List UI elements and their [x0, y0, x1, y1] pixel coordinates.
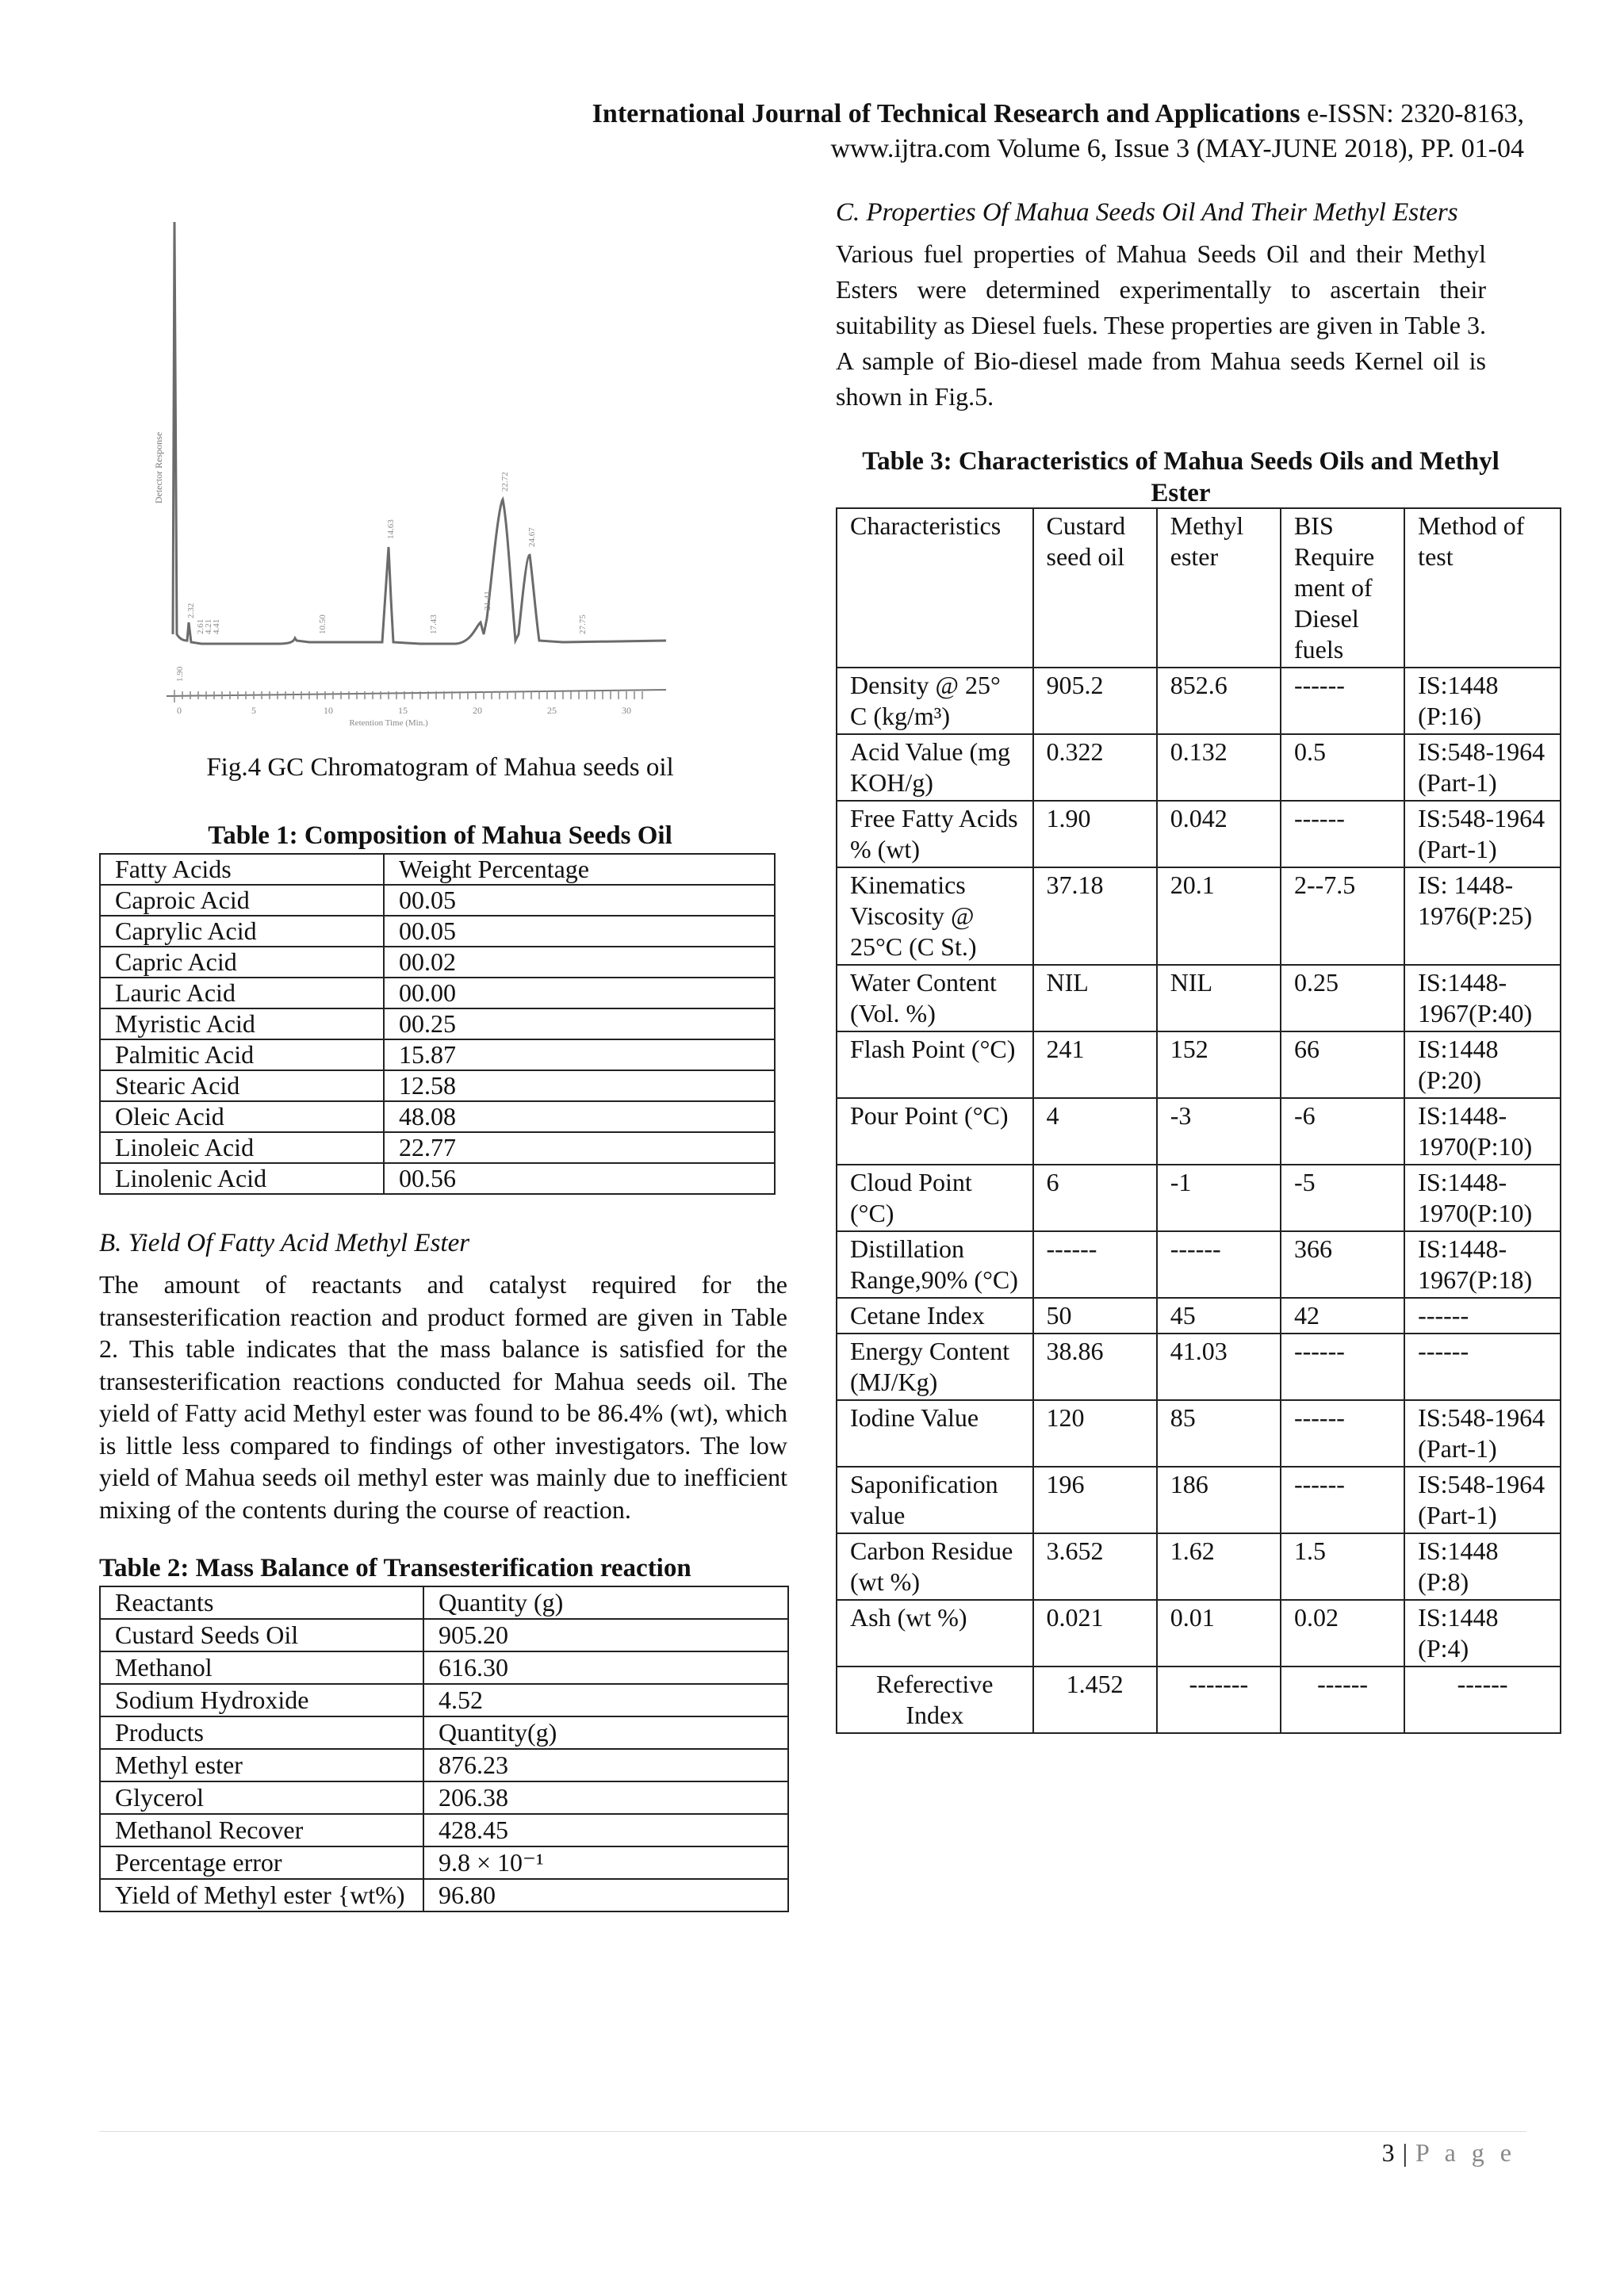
table-header-cell: BIS Require ment of Diesel fuels — [1281, 508, 1404, 668]
table-cell: IS:548-1964 (Part-1) — [1404, 1467, 1561, 1533]
x-tick-label: 15 — [398, 705, 408, 716]
table-cell: Methyl ester — [100, 1749, 423, 1781]
table-row — [100, 1684, 788, 1716]
table-row — [837, 801, 1561, 867]
table-row — [100, 1716, 788, 1749]
table-cell: IS:1448-1967(P:18) — [1404, 1231, 1561, 1298]
table-cell: 12.58 — [384, 1070, 775, 1101]
table-cell: Oleic Acid — [100, 1101, 384, 1132]
table-cell: 41.03 — [1157, 1334, 1281, 1400]
table-cell: 905.2 — [1033, 668, 1157, 734]
chromatogram-x-tick-labels — [177, 705, 631, 716]
chromatogram-xlabel: Retention Time (Min.) — [349, 718, 428, 728]
table-row — [100, 1070, 775, 1101]
table-cell: Linoleic Acid — [100, 1132, 384, 1163]
table-cell: 186 — [1157, 1467, 1281, 1533]
table-row — [837, 734, 1561, 801]
table-cell: 616.30 — [423, 1651, 788, 1684]
table-cell: 2--7.5 — [1281, 867, 1404, 965]
table-cell: 0.042 — [1157, 801, 1281, 867]
table-header-cell: Fatty Acids — [100, 854, 384, 885]
table-cell: 241 — [1033, 1031, 1157, 1098]
table-cell: IS:1448-1967(P:40) — [1404, 965, 1561, 1031]
table-cell: 1.452 — [1033, 1667, 1157, 1733]
peak-label: 22.72 — [500, 472, 510, 492]
table-cell: Kinematics Viscosity @ 25°C (C St.) — [837, 867, 1033, 965]
table-cell: Iodine Value — [837, 1400, 1033, 1467]
table-cell: 120 — [1033, 1400, 1157, 1467]
x-tick-label: 0 — [177, 705, 182, 716]
table-row — [837, 965, 1561, 1031]
table-cell: 428.45 — [423, 1814, 788, 1846]
table-cell: IS:548-1964 (Part-1) — [1404, 734, 1561, 801]
table-cell: ------ — [1281, 1467, 1404, 1533]
table-row — [100, 978, 775, 1008]
footer-separator: | — [1395, 2138, 1415, 2167]
table-cell: Free Fatty Acids % (wt) — [837, 801, 1033, 867]
table-cell: 905.20 — [423, 1619, 788, 1651]
table-cell: Referective Index — [837, 1667, 1033, 1733]
table-cell: ------ — [1404, 1298, 1561, 1334]
table-row — [100, 1879, 788, 1911]
table-cell: 1.5 — [1281, 1533, 1404, 1600]
table-cell: ------ — [1281, 1334, 1404, 1400]
table-row — [100, 1101, 775, 1132]
page-number: 3 — [1381, 2138, 1396, 2167]
peak-label: 2.61 — [196, 618, 205, 634]
table-cell: Saponification value — [837, 1467, 1033, 1533]
page-word: P a g e — [1415, 2138, 1516, 2167]
table-cell: IS:548-1964 (Part-1) — [1404, 801, 1561, 867]
table-cell: 00.25 — [384, 1008, 775, 1039]
table-cell: 206.38 — [423, 1781, 788, 1814]
table-row — [100, 1619, 788, 1651]
table-row — [100, 1781, 788, 1814]
table-cell: Quantity(g) — [423, 1716, 788, 1749]
table-cell: 152 — [1157, 1031, 1281, 1098]
table-row — [100, 916, 775, 947]
x-tick-label: 30 — [622, 705, 631, 716]
table-cell: -1 — [1157, 1165, 1281, 1231]
table-cell: Methanol Recover — [100, 1814, 423, 1846]
table-cell: Carbon Residue (wt %) — [837, 1533, 1033, 1600]
chromatogram-ylabel: Detector Response — [153, 431, 164, 504]
figure-caption: Fig.4 GC Chromatogram of Mahua seeds oil — [206, 753, 674, 782]
table-cell: Capric Acid — [100, 947, 384, 978]
table-cell: 50 — [1033, 1298, 1157, 1334]
table-cell: 22.77 — [384, 1132, 775, 1163]
journal-name: International Journal of Technical Research and Applications — [592, 99, 1300, 128]
peak-label: 2.32 — [186, 603, 196, 618]
table-cell: Sodium Hydroxide — [100, 1684, 423, 1716]
table-cell: Density @ 25° C (kg/m³) — [837, 668, 1033, 734]
table-header-cell: Characteristics — [837, 508, 1033, 668]
table-cell: 42 — [1281, 1298, 1404, 1334]
table-row — [100, 1039, 775, 1070]
section-c-paragraph: Various fuel properties of Mahua Seeds Oil and their Methyl Esters were determined experimentally to ascertain their suitability as Diesel fuels. These properties are given in Table 3. A sample of Bio-diesel made from Mahua seeds Kernel oil is shown in Fig.5. — [836, 239, 1486, 411]
table-cell: -3 — [1157, 1098, 1281, 1165]
table1-title: Table 1: Composition of Mahua Seeds Oil — [208, 821, 672, 850]
table-header-cell: Method of test — [1404, 508, 1561, 668]
table-cell: Glycerol — [100, 1781, 423, 1814]
section-b-heading: B. Yield Of Fatty Acid Methyl Ester — [99, 1229, 470, 1257]
table-row — [837, 867, 1561, 965]
table-row — [837, 1667, 1561, 1733]
table-row — [837, 1031, 1561, 1098]
table-cell: 96.80 — [423, 1879, 788, 1911]
table-cell: 45 — [1157, 1298, 1281, 1334]
peak-label: 24.67 — [527, 527, 537, 547]
table-row — [837, 1600, 1561, 1667]
table-row — [100, 1008, 775, 1039]
peak-label: 10.50 — [318, 614, 327, 634]
table-row — [837, 1400, 1561, 1467]
table-row — [100, 947, 775, 978]
table-cell: Pour Point (°C) — [837, 1098, 1033, 1165]
table-cell: Water Content (Vol. %) — [837, 965, 1033, 1031]
table-cell: -5 — [1281, 1165, 1404, 1231]
peak-label: 1.90 — [175, 666, 185, 682]
table-cell: 0.02 — [1281, 1600, 1404, 1667]
table-cell: Custard Seeds Oil — [100, 1619, 423, 1651]
table-cell: Cloud Point (°C) — [837, 1165, 1033, 1231]
table-cell: Energy Content (MJ/Kg) — [837, 1334, 1033, 1400]
table-cell: 0.322 — [1033, 734, 1157, 801]
table-header-row — [100, 854, 775, 885]
table-cell: 37.18 — [1033, 867, 1157, 965]
table-cell: 48.08 — [384, 1101, 775, 1132]
table-cell: -6 — [1281, 1098, 1404, 1165]
table-cell: ------ — [1281, 668, 1404, 734]
table-row — [100, 1749, 788, 1781]
table-cell: Yield of Methyl ester {wt%) — [100, 1879, 423, 1911]
peak-label: 27.75 — [578, 614, 588, 634]
table-row — [100, 1814, 788, 1846]
x-tick-label: 20 — [473, 705, 482, 716]
table2-title: Table 2: Mass Balance of Transesterification reaction — [99, 1554, 691, 1582]
journal-issn: e-ISSN: 2320-8163, — [1300, 99, 1524, 128]
table-cell: IS:1448 (P:16) — [1404, 668, 1561, 734]
table-cell: IS:548-1964 (Part-1) — [1404, 1400, 1561, 1467]
table-cell: 4 — [1033, 1098, 1157, 1165]
table-row — [837, 1298, 1561, 1334]
journal-volume-line: www.ijtra.com Volume 6, Issue 3 (MAY-JUNE 2018), PP. 01-04 — [830, 134, 1524, 163]
table-row — [100, 1586, 788, 1619]
table-cell: Reactants — [100, 1586, 423, 1619]
table-cell: 852.6 — [1157, 668, 1281, 734]
table-cell: 9.8 × 10⁻¹ — [423, 1846, 788, 1879]
table-row — [837, 1334, 1561, 1400]
table-cell: Palmitic Acid — [100, 1039, 384, 1070]
table-cell: IS:1448 (P:4) — [1404, 1600, 1561, 1667]
table-cell: ------ — [1281, 1667, 1404, 1733]
table-row — [100, 1163, 775, 1194]
table-cell: 85 — [1157, 1400, 1281, 1467]
table-cell: 366 — [1281, 1231, 1404, 1298]
table-row — [837, 1533, 1561, 1600]
table-row — [837, 668, 1561, 734]
table-cell: Cetane Index — [837, 1298, 1033, 1334]
footer-divider — [99, 2131, 1526, 2132]
table-cell: Stearic Acid — [100, 1070, 384, 1101]
chromatogram-trace — [173, 222, 666, 644]
table-cell: IS: 1448-1976(P:25) — [1404, 867, 1561, 965]
chromatogram-x-axis — [167, 690, 666, 696]
table-cell: 0.132 — [1157, 734, 1281, 801]
table-cell: 0.021 — [1033, 1600, 1157, 1667]
table-row — [837, 1098, 1561, 1165]
peak-label: 4.21 — [204, 618, 213, 634]
table-cell: NIL — [1033, 965, 1157, 1031]
chromatogram-plot — [151, 206, 690, 729]
table-row — [837, 1231, 1561, 1298]
table-cell: ------ — [1404, 1334, 1561, 1400]
table-cell: 00.00 — [384, 978, 775, 1008]
table-cell: Lauric Acid — [100, 978, 384, 1008]
x-tick-label: 25 — [547, 705, 557, 716]
table-row — [100, 1651, 788, 1684]
x-tick-label: 10 — [324, 705, 333, 716]
section-c-heading: C. Properties Of Mahua Seeds Oil And Their Methyl Esters — [836, 198, 1458, 227]
table-cell: Percentage error — [100, 1846, 423, 1879]
table-cell: 0.25 — [1281, 965, 1404, 1031]
table-cell: 15.87 — [384, 1039, 775, 1070]
table-cell: ------- — [1157, 1667, 1281, 1733]
peak-label: 4.41 — [212, 618, 221, 634]
table-cell: Quantity (g) — [423, 1586, 788, 1619]
table-cell: ------ — [1404, 1667, 1561, 1733]
table-cell: 00.05 — [384, 885, 775, 916]
table-cell: Products — [100, 1716, 423, 1749]
table-cell: IS:1448-1970(P:10) — [1404, 1165, 1561, 1231]
table-cell: 0.01 — [1157, 1600, 1281, 1667]
table-cell: 00.02 — [384, 947, 775, 978]
table-cell: Methanol — [100, 1651, 423, 1684]
table-cell: Acid Value (mg KOH/g) — [837, 734, 1033, 801]
table-row — [837, 1467, 1561, 1533]
table-cell: 00.05 — [384, 916, 775, 947]
x-tick-label: 5 — [251, 705, 256, 716]
table-row — [100, 1846, 788, 1879]
journal-header — [592, 97, 1524, 166]
table-cell: 876.23 — [423, 1749, 788, 1781]
table-row — [100, 885, 775, 916]
table-cell: 196 — [1033, 1467, 1157, 1533]
figure-gc-chromatogram — [151, 206, 690, 729]
peak-label: 17.43 — [429, 614, 439, 634]
table-cell: 66 — [1281, 1031, 1404, 1098]
table-cell: 3.652 — [1033, 1533, 1157, 1600]
table-header-cell: Methyl ester — [1157, 508, 1281, 668]
table-row — [100, 1132, 775, 1163]
table1-composition — [99, 853, 776, 1195]
table-cell: NIL — [1157, 965, 1281, 1031]
table-cell: 1.62 — [1157, 1533, 1281, 1600]
table-cell: IS:1448-1970(P:10) — [1404, 1098, 1561, 1165]
table-cell: ------ — [1281, 1400, 1404, 1467]
table-cell: Caproic Acid — [100, 885, 384, 916]
table-cell: 4.52 — [423, 1684, 788, 1716]
table-cell: IS:1448 (P:8) — [1404, 1533, 1561, 1600]
table-cell: ------ — [1157, 1231, 1281, 1298]
peak-label: 21.41 — [483, 591, 492, 610]
table-header-cell: Weight Percentage — [384, 854, 775, 885]
table3-characteristics — [836, 507, 1561, 1734]
table-cell: 20.1 — [1157, 867, 1281, 965]
table-cell: Flash Point (°C) — [837, 1031, 1033, 1098]
table3-title: Table 3: Characteristics of Mahua Seeds Oils and Methyl Ester — [862, 447, 1500, 507]
table-cell: Caprylic Acid — [100, 916, 384, 947]
table-row — [837, 1165, 1561, 1231]
table-cell: Myristic Acid — [100, 1008, 384, 1039]
table-cell: ------ — [1033, 1231, 1157, 1298]
table-header-cell: Custard seed oil — [1033, 508, 1157, 668]
table-cell: Linolenic Acid — [100, 1163, 384, 1194]
table-cell: 1.90 — [1033, 801, 1157, 867]
table-header-row — [837, 508, 1561, 668]
peak-label: 14.63 — [386, 519, 396, 539]
table-cell: Distillation Range,90% (°C) — [837, 1231, 1033, 1298]
table2-mass-balance — [99, 1586, 789, 1912]
table-cell: ------ — [1281, 801, 1404, 867]
table-cell: 38.86 — [1033, 1334, 1157, 1400]
table-cell: 0.5 — [1281, 734, 1404, 801]
table-cell: IS:1448 (P:20) — [1404, 1031, 1561, 1098]
section-b-paragraph: The amount of reactants and catalyst required for the transesterification reaction and product formed are given in Table 2. This table indicates that the mass balance is satisfied for the transesterification reactions conducted for Mahua seeds oil. The yield of Fatty acid Methyl ester was found to be 86.4% (wt), which is little less compared to findings of other investigators. The low yield of Mahua seeds oil methyl ester was mainly due to inefficient mixing of the contents during the course of reaction. — [99, 1270, 787, 1524]
table-cell: 6 — [1033, 1165, 1157, 1231]
table-cell: 00.56 — [384, 1163, 775, 1194]
page-footer — [1382, 2138, 1516, 2168]
table-cell: Ash (wt %) — [837, 1600, 1033, 1667]
